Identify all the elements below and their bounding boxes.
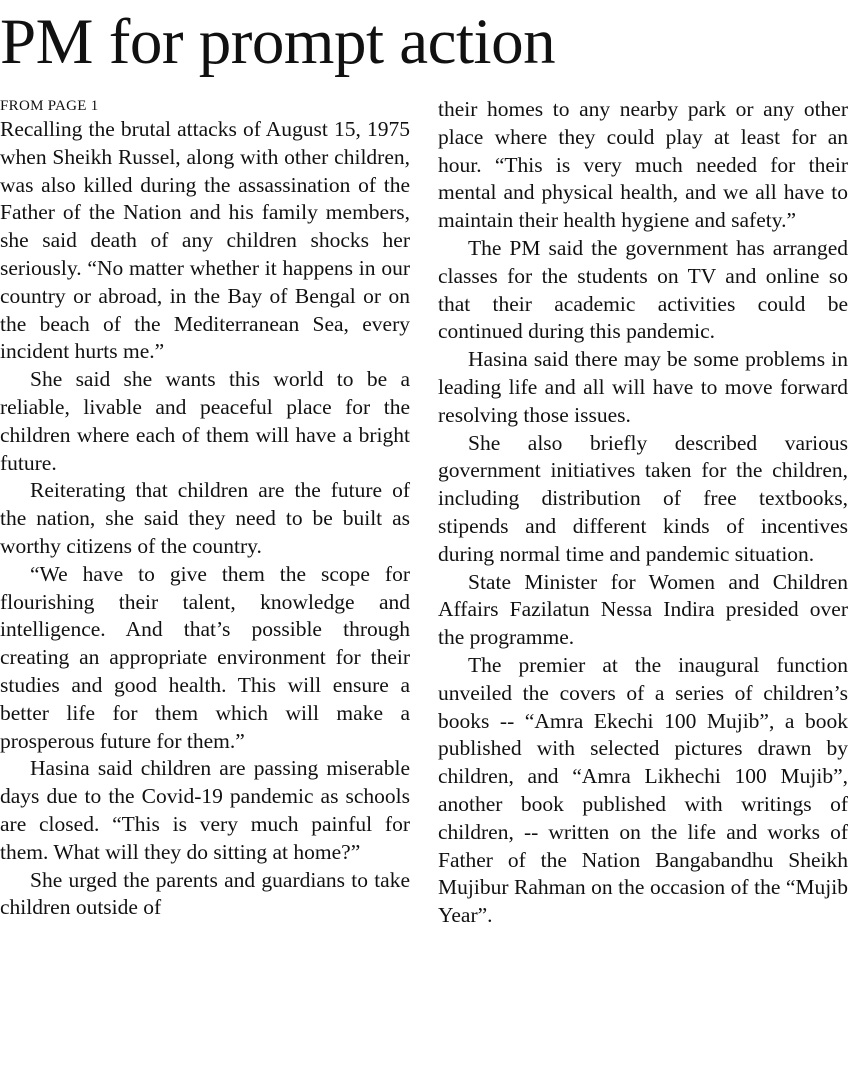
headline: PM for prompt action	[0, 6, 556, 78]
paragraph: Recalling the brutal attacks of August 15, 1975 when Sheikh Russel, along with other children, was also killed during the assassination of the Father of the Nation and his family members, she said death of any children shocks her seriously. “No matter whether it happens in our country or abroad, in the Bay of Bengal or on the beach of the Mediterranean Sea, every incident hurts me.”	[0, 117, 410, 364]
paragraph: The PM said the government has arranged classes for the students on TV and online so that their academic activities could be continued during this pandemic.	[438, 235, 848, 344]
paragraph: Reiterating that children are the future of the nation, she said they need to be built as worthy citizens of the country.	[0, 478, 410, 558]
continuation-kicker: FROM PAGE 1	[0, 98, 99, 114]
paragraph: Hasina said children are passing miserable days due to the Covid-19 pandemic as schools are closed. “This is very much painful for them. What will they do sitting at home?”	[0, 756, 410, 864]
paragraph: State Minister for Women and Children Affairs Fazilatun Nessa Indira presided over the programme.	[438, 569, 848, 650]
article-column-left	[0, 96, 410, 922]
paragraph: She also briefly described various government initiatives taken for the children, including distribution of free textbooks, stipends and different kinds of incentives during normal time and pandemic situation.	[438, 430, 848, 566]
paragraph: Hasina said there may be some problems in leading life and all will have to move forward resolving those issues.	[438, 347, 848, 427]
article-column-right	[438, 96, 848, 930]
paragraph: “We have to give them the scope for flourishing their talent, knowledge and intelligence. And that’s possible through creating an appropriate environment for their studies and good health. This will ensure a better life for them which will make a prosperous future for them.”	[0, 561, 410, 753]
paragraph: She said she wants this world to be a reliable, livable and peaceful place for the children where each of them will have a bright future.	[0, 367, 410, 475]
paragraph: She urged the parents and guardians to take children outside of	[0, 867, 410, 920]
paragraph: their homes to any nearby park or any other place where they could play at least for an hour. “This is very much needed for their mental and physical health, and we all have to maintain their health hygiene and safety.”	[438, 97, 848, 233]
paragraph: The premier at the inaugural function unveiled the covers of a series of children’s books -- “Amra Ekechi 100 Mujib”, a book published with selected pictures drawn by children, and “Amra Likhechi 100 Mujib”, another book published with writings of children, -- written on the life and works of Father of the Nation Bangabandhu Sheikh Mujibur Rahman on the occasion of the “Mujib Year”.	[438, 652, 848, 928]
